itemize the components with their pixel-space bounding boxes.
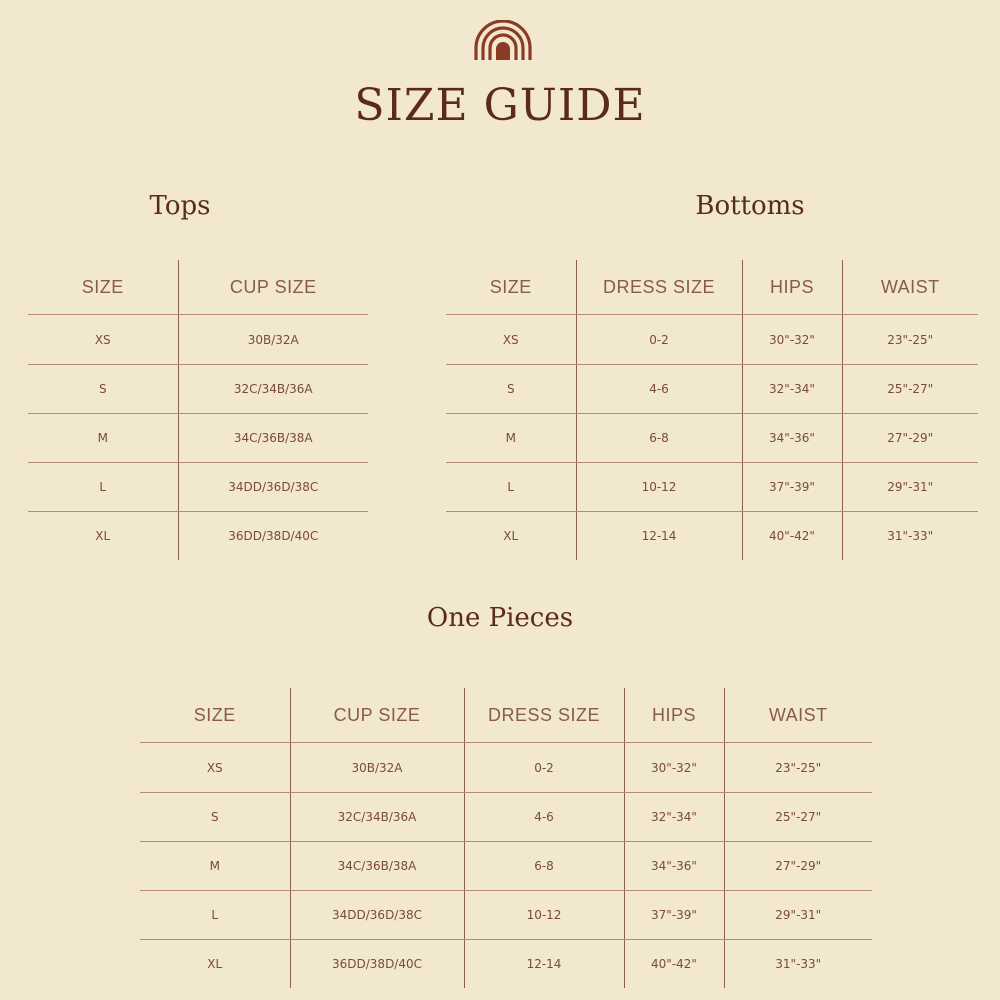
table-cell: 34"-36" [742,414,842,463]
table-row [28,463,368,512]
table-cell: S [28,365,178,414]
column-header: WAIST [842,260,978,315]
column-header: WAIST [724,688,872,743]
table-cell: XL [95,529,111,543]
table-cell: 34C/36B/38A [290,842,464,891]
one-pieces-section-title: One Pieces [426,603,574,633]
table-cell: 23"-25" [842,315,978,365]
column-header: SIZE [28,260,178,315]
table-cell: 27"-29" [724,842,872,891]
bottoms-size-table [446,260,978,560]
table-header-row [28,260,368,315]
table-cell: XL [503,529,519,543]
column-header: CUP SIZE [178,260,368,315]
table-cell: M [140,842,290,891]
table-cell: 34DD/36D/38C [290,891,464,940]
table-cell: L [28,463,178,512]
page-title: SIZE GUIDE [354,80,646,131]
table-row [28,512,368,561]
table-cell: 34"-36" [624,842,724,891]
table-row [28,414,368,463]
table-cell: XL [207,957,223,971]
table-cell: S [140,793,290,842]
table-cell: 0-2 [464,743,624,793]
table-cell: 34C/36B/38A [178,414,368,463]
table-cell: 34DD/36D/38C [178,463,368,512]
table-row [446,512,978,561]
table-cell: 32"-34" [624,793,724,842]
column-header: SIZE [446,260,576,315]
table-cell: XS [140,743,290,793]
table-cell: XS [446,315,576,365]
table-cell: 40"-42" [624,940,724,989]
table-row [28,315,368,365]
table-row [140,891,872,940]
table-cell: 30B/32A [178,315,368,365]
table-cell: 30"-32" [624,743,724,793]
column-header: DRESS SIZE [464,688,624,743]
table-cell: 25"-27" [724,793,872,842]
table-cell: 40"-42" [742,512,842,561]
table-cell: L [446,463,576,512]
table-cell: 31"-33" [724,940,872,989]
bottoms-section-title: Bottoms [695,191,805,221]
tops-size-table [28,260,368,560]
table-cell: 37"-39" [742,463,842,512]
table-cell: 36DD/38D/40C [178,512,368,561]
column-header: HIPS [742,260,842,315]
table-cell: M [28,414,178,463]
table-row [446,463,978,512]
table-row [140,793,872,842]
tops-section-title: Tops [149,191,211,221]
table-row [446,315,978,365]
table-cell: 0-2 [576,315,742,365]
table-cell: XS [28,315,178,365]
table-cell: 4-6 [464,793,624,842]
table-row [140,842,872,891]
table-cell: L [140,891,290,940]
table-cell: 10-12 [576,463,742,512]
table-cell: 30"-32" [742,315,842,365]
table-header-row [140,688,872,743]
table-cell: 29"-31" [724,891,872,940]
table-cell: 29"-31" [842,463,978,512]
table-cell: 32C/34B/36A [178,365,368,414]
table-cell: 32"-34" [742,365,842,414]
table-cell: 6-8 [576,414,742,463]
table-cell: 4-6 [576,365,742,414]
table-cell: 12-14 [464,940,624,989]
column-header: HIPS [624,688,724,743]
table-header-row [446,260,978,315]
table-cell: 12-14 [576,512,742,561]
table-row [446,365,978,414]
table-row [28,365,368,414]
table-cell: 27"-29" [842,414,978,463]
table-cell: 31"-33" [842,512,978,561]
column-header: DRESS SIZE [576,260,742,315]
table-cell: 23"-25" [724,743,872,793]
one-pieces-size-table [140,688,872,988]
table-cell: 36DD/38D/40C [290,940,464,989]
table-cell: 25"-27" [842,365,978,414]
table-row [446,414,978,463]
table-cell: S [446,365,576,414]
table-row [140,743,872,793]
table-cell: 6-8 [464,842,624,891]
table-cell: 32C/34B/36A [290,793,464,842]
table-row [140,940,872,989]
table-cell: 10-12 [464,891,624,940]
table-cell: M [446,414,576,463]
table-cell: 37"-39" [624,891,724,940]
column-header: CUP SIZE [290,688,464,743]
column-header: SIZE [140,688,290,743]
rainbow-arch-icon [472,20,534,60]
table-cell: 30B/32A [290,743,464,793]
